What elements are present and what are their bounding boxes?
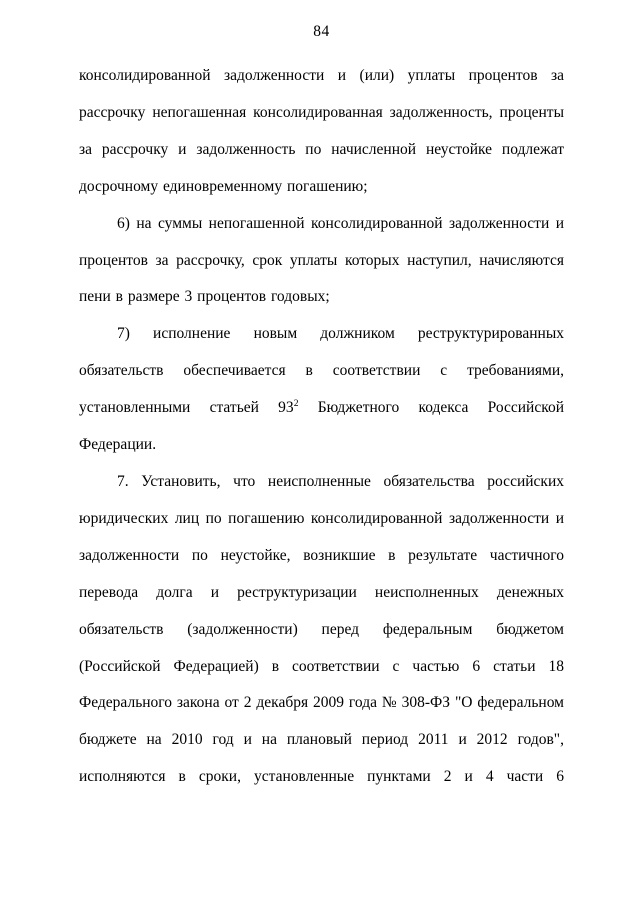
paragraph	[79, 58, 564, 206]
paragraph	[79, 206, 564, 317]
document-body	[79, 58, 564, 796]
superscript-text: 2	[293, 398, 299, 409]
paragraph	[79, 464, 564, 796]
paragraph-text: 6) на суммы непогашенной консолидированной задолженности и процентов за рассрочку, срок уплаты которых наступил, начисляются пени в размере 3 процентов годовых;	[79, 214, 564, 306]
paragraph-text: консолидированной задолженности и (или) уплаты процентов за рассрочку непогашенная консолидированная задолженность, проценты за рассрочку и задолженность по начисленной неустойке подлежат досрочному единовременному погашению;	[79, 67, 564, 195]
paragraph-text: 7) исполнение новым должником реструктурированных обязательств обеспечивается в соответствии с требованиями, установленными статьей 93	[79, 325, 564, 417]
paragraph-text: Бюджетного кодекса Российской Федерации.	[79, 399, 565, 454]
page-number: 84	[313, 23, 330, 40]
paragraph-text: 7. Установить, что неисполненные обязательства российских юридических лиц по погашению консолидированной задолженности и задолженности по неустойке, возникшие в результате частичного перевода долга и реструктуризации неисполненных денежных обязательств (задолженности) перед федеральным бюджетом (Российской Федерацией) в соответствии с частью 6 статьи 18 Федерального закона от 2 декабря 2009 года № 308-ФЗ "О федеральном бюджете на 2010 год и на плановый период 2011 и 2012 годов", исполняются в сроки, установленные пунктами 2 и 4 части 6	[79, 472, 564, 786]
paragraph	[79, 316, 564, 464]
